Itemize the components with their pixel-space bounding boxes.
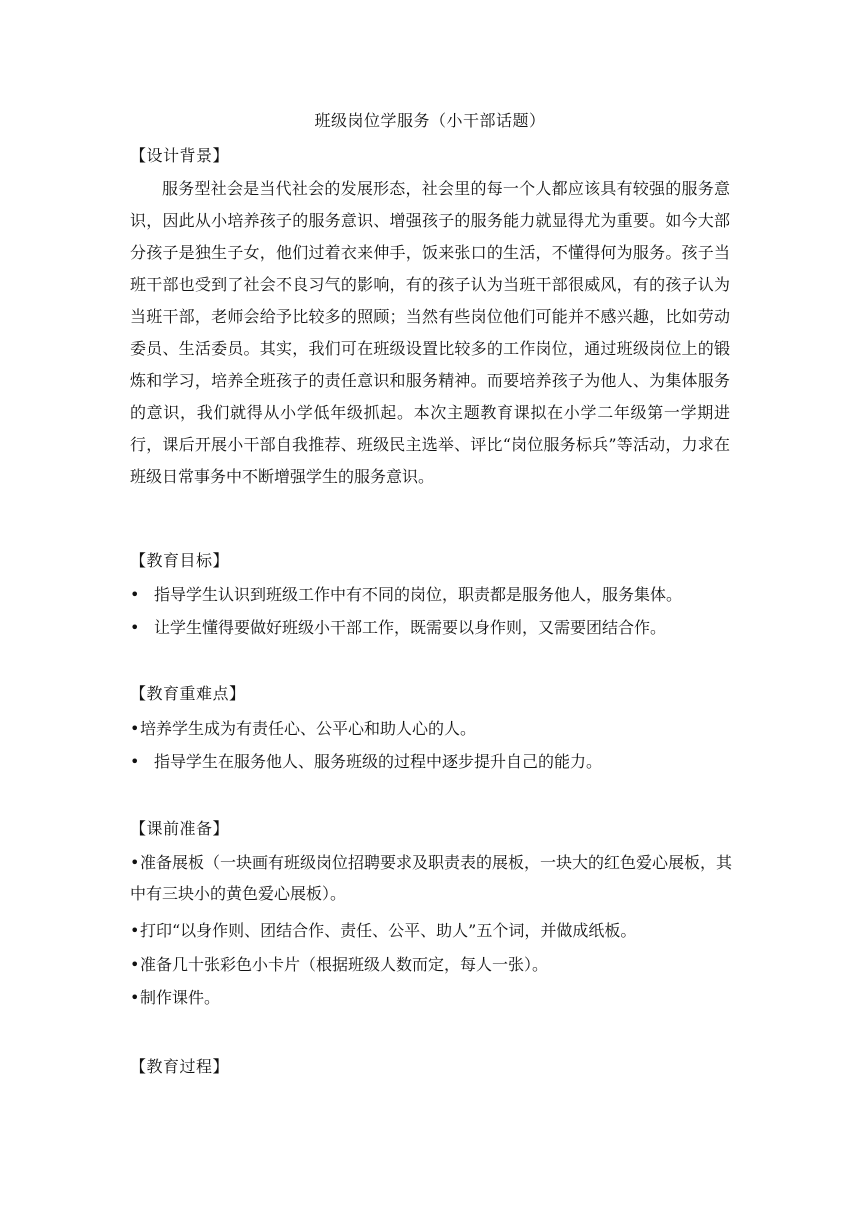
bullet-icon: •	[130, 618, 140, 637]
section-heading-preparation: 【课前准备】	[130, 819, 230, 838]
section-heading-key-points: 【教育重难点】	[130, 684, 246, 703]
goal-item	[130, 580, 742, 610]
bullet-icon: •	[130, 752, 140, 771]
bullet-icon: •	[130, 853, 140, 872]
bullet-icon: •	[130, 955, 140, 974]
bullet-icon: •	[130, 719, 140, 738]
key-point-item-text: 指导学生在服务他人、服务班级的过程中逐步提升自己的能力。	[154, 752, 603, 771]
key-point-item	[130, 714, 742, 744]
preparation-item	[130, 916, 742, 946]
preparation-item	[130, 950, 742, 980]
bullet-icon: •	[130, 988, 140, 1007]
document-title: 班级岗位学服务（小干部话题）	[314, 111, 546, 130]
preparation-item-text: 打印“以身作则、团结合作、责任、公平、助人”五个词，并做成纸板。	[140, 921, 637, 940]
preparation-item-text: 准备展板（一块画有班级岗位招聘要求及职责表的展板，一块大的红色爱心展板，其中有三块小的黄色爱心展板）。	[130, 853, 733, 903]
section-heading-process: 【教育过程】	[130, 1057, 230, 1076]
preparation-item	[130, 847, 742, 909]
key-point-item	[130, 747, 742, 777]
bullet-icon: •	[130, 921, 140, 940]
section-heading-background: 【设计背景】	[130, 146, 230, 165]
goal-item-text: 指导学生认识到班级工作中有不同的岗位，职责都是服务他人，服务集体。	[154, 585, 683, 604]
goal-item	[130, 613, 742, 643]
preparation-item	[130, 983, 742, 1013]
bullet-icon: •	[130, 585, 140, 604]
preparation-item-text: 准备几十张彩色小卡片（根据班级人数而定，每人一张）。	[140, 955, 549, 974]
goal-item-text: 让学生懂得要做好班级小干部工作，既需要以身作则，又需要团结合作。	[154, 618, 667, 637]
background-paragraph: 服务型社会是当代社会的发展形态，社会里的每一个人都应该具有较强的服务意识，因此从小培养孩子的服务意识、增强孩子的服务能力就显得尤为重要。如今大部分孩子是独生子女，他们过着衣来伸手，饭来张口的生活，不懂得何为服务。孩子当班干部也受到了社会不良习气的影响，有的孩子认为当班干部很威风，有的孩子认为当班干部，老师会给予比较多的照顾；当然有些岗位他们可能并不感兴趣，比如劳动委员、生活委员。其实，我们可在班级设置比较多的工作岗位，通过班级岗位上的锻炼和学习，培养全班孩子的责任意识和服务精神。而要培养孩子为他人、为集体服务的意识，我们就得从小学低年级抓起。本次主题教育课拟在小学二年级第一学期进行，课后开展小干部自我推荐、班级民主选举、评比“岗位服务标兵”等活动，力求在班级日常事务中不断增强学生的服务意识。	[130, 179, 730, 486]
section-heading-goals: 【教育目标】	[130, 551, 230, 570]
key-point-item-text: 培养学生成为有责任心、公平心和助人心的人。	[140, 719, 477, 738]
preparation-item-text: 制作课件。	[140, 988, 221, 1007]
